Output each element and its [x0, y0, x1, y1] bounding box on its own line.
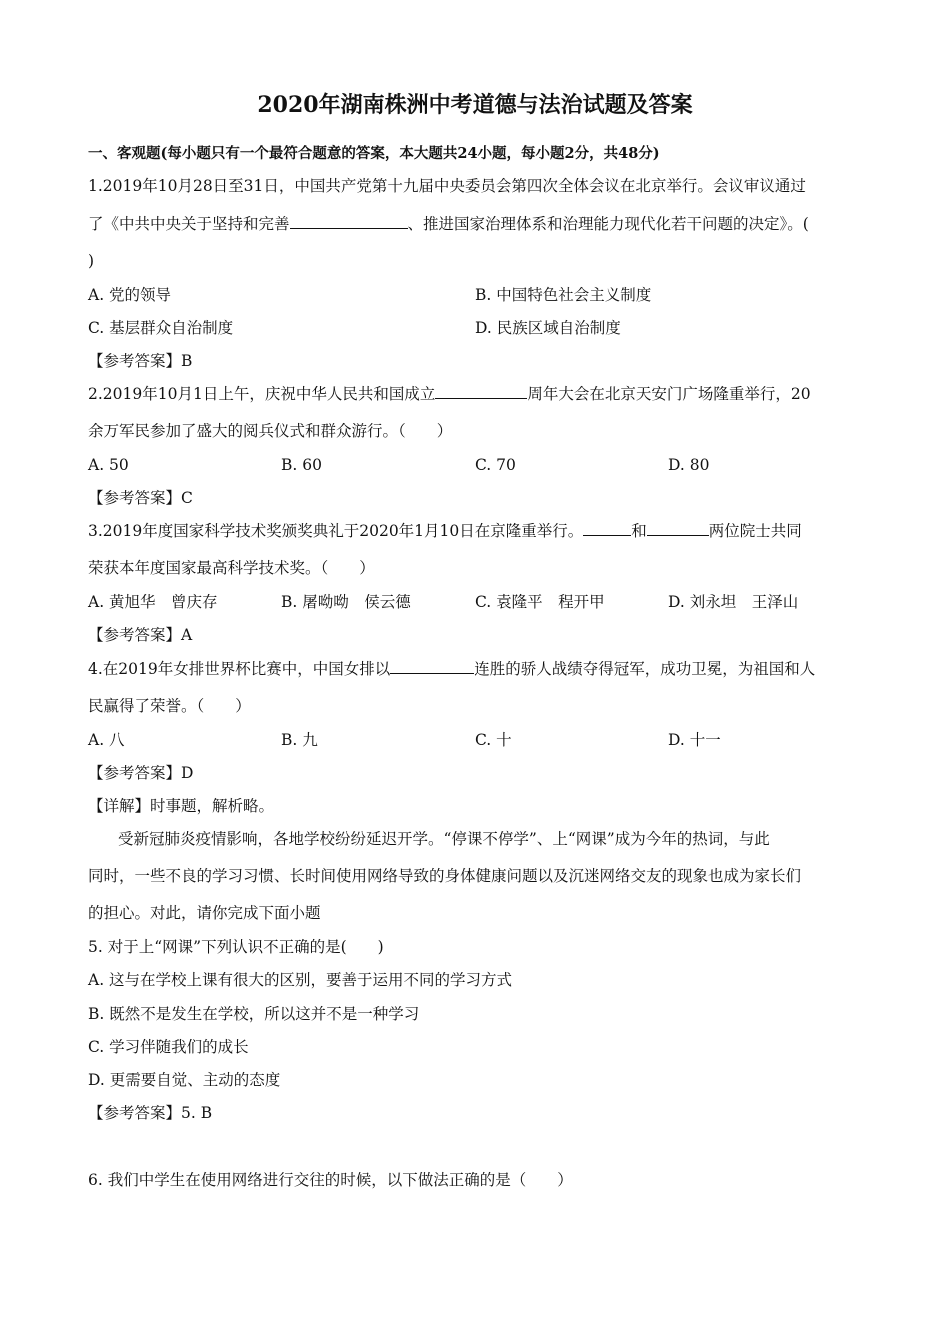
- q1-stem-part-a: 了《中共中央关于坚持和完善: [88, 215, 290, 233]
- q3-blank-1: [583, 521, 631, 536]
- q3-option-a: A. 黄旭华 曾庆存: [88, 593, 218, 611]
- q2-answer: 【参考答案】C: [88, 489, 193, 507]
- q4-option-b: B. 九: [281, 731, 318, 749]
- q1-option-c: C. 基层群众自治制度: [88, 319, 234, 337]
- q2-option-d: D. 80: [668, 456, 710, 474]
- q4-blank: [390, 659, 474, 674]
- q3-blank-2: [647, 521, 709, 536]
- q3-answer: 【参考答案】A: [88, 626, 193, 644]
- passage-line2: 同时，一些不良的学习习惯、长时间使用网络导致的身体健康问题以及沉迷网络交友的现象也成为家长们: [88, 867, 802, 885]
- q5-option-c: C. 学习伴随我们的成长: [88, 1038, 249, 1056]
- q4-option-a: A. 八: [88, 731, 125, 749]
- q4-stem-part-b: 连胜的骄人战绩夺得冠军，成功卫冕，为祖国和人: [474, 660, 816, 678]
- document-title: 2020年湖南株洲中考道德与法治试题及答案: [257, 92, 693, 118]
- q3-option-c: C. 袁隆平 程开甲: [475, 593, 605, 611]
- q2-stem-line1: [88, 384, 811, 404]
- q4-option-c: C. 十: [475, 731, 512, 749]
- q4-stem-part-a: 4.在2019年女排世界杯比赛中，中国女排以: [88, 660, 391, 678]
- q1-stem-line3: ): [88, 252, 95, 270]
- section-heading: 一、客观题(每小题只有一个最符合题意的答案，本大题共24小题，每小题2分，共48分): [88, 145, 660, 162]
- q1-stem-part-b: 、推进国家治理体系和治理能力现代化若干问题的决定》。(: [407, 215, 809, 233]
- q1-blank: [290, 214, 408, 229]
- q2-stem-part-b: 周年大会在北京天安门广场隆重举行，20: [527, 385, 811, 403]
- q2-stem-part-a: 2.2019年10月1日上午，庆祝中华人民共和国成立: [88, 385, 436, 403]
- q4-option-d: D. 十一: [668, 731, 721, 749]
- q4-detail: 【详解】时事题，解析略。: [88, 797, 275, 815]
- q3-option-b: B. 屠呦呦 侯云德: [281, 593, 411, 611]
- q5-option-b: B. 既然不是发生在学校，所以这并不是一种学习: [88, 1005, 420, 1023]
- passage-line3: 的担心。对此，请你完成下面小题: [88, 904, 321, 922]
- q2-option-a: A. 50: [88, 456, 129, 474]
- q5-answer: 【参考答案】5. B: [88, 1104, 213, 1122]
- q2-stem-line2: 余万军民参加了盛大的阅兵仪式和群众游行。（ ）: [88, 422, 453, 440]
- q3-option-d: D. 刘永坦 王泽山: [668, 593, 799, 611]
- q1-stem-line1: 1.2019年10月28日至31日，中国共产党第十九届中央委员会第四次全体会议在北京举行。会议审议通过: [88, 177, 806, 195]
- q3-stem-part-c: 两位院士共同: [708, 522, 802, 540]
- q4-stem-line2: 民赢得了荣誉。（ ）: [88, 697, 251, 715]
- q3-stem-part-b: 和: [631, 522, 647, 540]
- q1-option-d: D. 民族区域自治制度: [475, 319, 621, 337]
- q2-blank: [435, 384, 527, 399]
- q1-answer: 【参考答案】B: [88, 352, 193, 370]
- q4-stem-line1: [88, 659, 815, 679]
- q5-option-a: A. 这与在学校上课有很大的区别，要善于运用不同的学习方式: [88, 971, 513, 989]
- passage-line1: 受新冠肺炎疫情影响，各地学校纷纷延迟开学。“停课不停学”、上“网课”成为今年的热词，与此: [118, 830, 770, 848]
- q3-stem-line1: [88, 521, 802, 541]
- q3-stem-line2: 荣获本年度国家最高科学技术奖。（ ）: [88, 559, 375, 577]
- q1-option-b: B. 中国特色社会主义制度: [475, 286, 652, 304]
- q5-option-d: D. 更需要自觉、主动的态度: [88, 1071, 281, 1089]
- q5-stem: 5. 对于上“网课”下列认识不正确的是( ): [88, 938, 384, 956]
- q1-option-a: A. 党的领导: [88, 286, 172, 304]
- q2-option-b: B. 60: [281, 456, 322, 474]
- q1-stem-line2: [88, 214, 809, 234]
- q4-answer: 【参考答案】D: [88, 764, 194, 782]
- q6-stem: 6. 我们中学生在使用网络进行交往的时候，以下做法正确的是（ ）: [88, 1171, 573, 1189]
- q2-option-c: C. 70: [475, 456, 516, 474]
- q3-stem-part-a: 3.2019年度国家科学技术奖颁奖典礼于2020年1月10日在京隆重举行。: [88, 522, 584, 540]
